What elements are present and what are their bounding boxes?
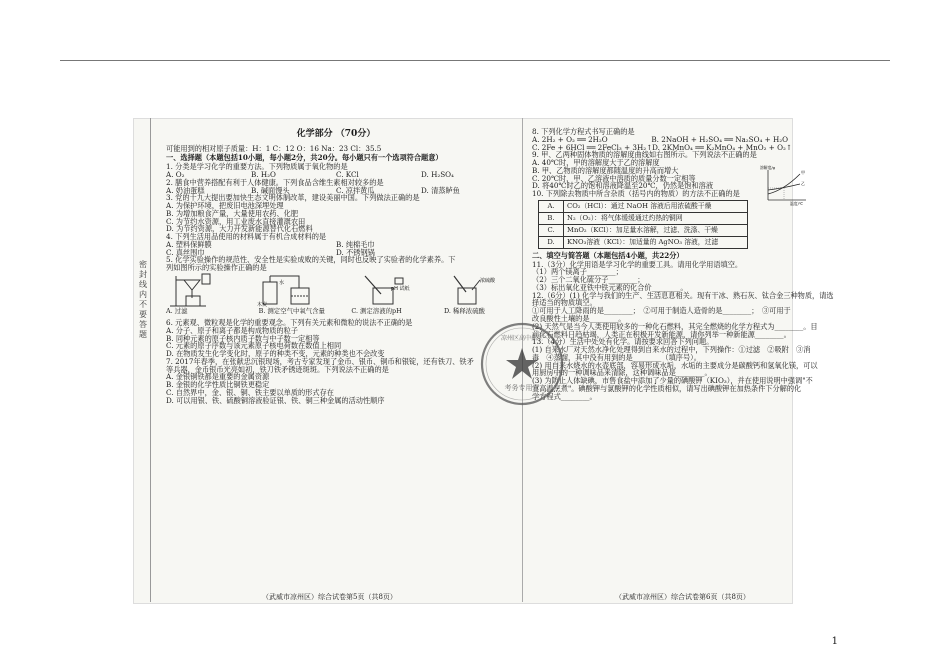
q8-option-c: C. 2Fe + 6HCl ══ 2FeCl₃ + 3H₂↑ <box>532 142 653 152</box>
q5-caption-c: C. 测定溶液的pH <box>351 306 402 315</box>
q4-option-b: B. 纯棉毛巾 <box>336 239 375 249</box>
atomic-masses: 可能用到的相对原子质量：H：1 C：12 O：16 Na：23 Cl：35.5 <box>166 143 382 153</box>
q6-option-d: D. 在物质发生化学变化时，原子的种类不变，元素的种类也不会改变 <box>166 349 385 359</box>
page-number: 1 <box>831 636 838 647</box>
question-12-line1: 12.（6分）(1) 化学与我们的生产、生活息息相关。现有干冰、熟石灰、钛合金三种物质，请选 <box>532 290 834 300</box>
filtration-diagram <box>166 274 228 318</box>
solubility-graph <box>760 166 808 206</box>
q1-option-c: C. KCl <box>336 170 359 180</box>
q2-option-c: C. 凉拌黄瓜 <box>336 185 375 195</box>
table-row <box>539 224 748 236</box>
question-2: 2. 膳食中营养搭配有利于人体健康。下列食品含维生素相对较多的是 <box>166 177 384 187</box>
official-seal-icon <box>478 320 566 408</box>
q7-option-a: A. 金银铜铁都是重要的金属资源 <box>166 372 270 382</box>
q11-part-1: （1）两个镁离子________； <box>532 267 623 277</box>
question-5-line2: 列如图所示的实验操作正确的是 <box>166 263 267 273</box>
q4-option-a: A. 塑料保鲜膜 <box>166 239 212 249</box>
q3-option-a: A. 为保护环境，把废旧电池深埋处理 <box>166 201 284 211</box>
filtration-apparatus-icon <box>166 274 228 308</box>
dilution-beaker-icon <box>444 274 506 308</box>
q5-caption-b: B. 测定空气中氧气含量 <box>258 306 325 315</box>
question-13: 13.（4分）生活中处处有化学。请按要求回答下列问题。 <box>532 337 714 347</box>
q1-option-b: B. H₂O <box>251 170 276 180</box>
section-2-heading: 二、填空与简答题（本题包括4小题，共22分） <box>532 250 684 260</box>
question-13-line3: (2) 用自来水烧水的水壶底部，容易形成水垢，水垢的主要成分是碳酸钙和氢氧化镁，可以 <box>532 360 818 370</box>
q10-key-d: D. <box>539 236 564 248</box>
question-8: 8. 下列化学方程式书写正确的是 <box>532 127 635 136</box>
q1-option-a: A. O₂ <box>166 170 185 180</box>
ph-test-diagram <box>351 274 413 318</box>
q10-value-b: N₂（O₂）：将气体缓缓通过灼热的铜网 <box>564 212 748 224</box>
svg-text:凉州区高中招生: 凉州区高中招生 <box>500 335 544 342</box>
graph-label-jia: 甲 <box>801 170 805 175</box>
question-13-line6: 宜高温烹煮"。碘酸钾与氯酸钾的化学性质相似，请写出碘酸钾在加热条件下分解的化 <box>532 383 802 393</box>
q10-key-b: B. <box>539 212 564 224</box>
q5-caption-a: A. 过滤 <box>166 306 188 315</box>
table-row <box>539 236 748 248</box>
q4-option-d: D. 不锈钢锅 <box>336 247 375 257</box>
chem-section-title: 化学部分 （70分） <box>296 129 376 139</box>
graph-label-yi: 乙 <box>801 181 805 186</box>
question-12-line5: (2) 天然气是当今人类使用较多的一种化石燃料，其完全燃烧的化学方程式为________。目 <box>532 321 818 331</box>
question-6: 6. 元素观、微粒观是化学的重要观念。下列有关元素和微粒的说法不正确的是 <box>166 317 413 327</box>
section-1-heading: 一、选择题（本题包括10小题，每小题2分，共20分。每小题只有一个选项符合题意） <box>166 153 443 163</box>
q2-option-a: A. 奶油蛋糕 <box>166 185 205 195</box>
q5-caption-d: D. 稀释浓硫酸 <box>443 306 485 315</box>
question-7-line2: 等兵器，金币银币光亮如初，铁刀铁矛锈迹斑斑。下列说法不正确的是 <box>166 364 389 374</box>
oxygen-apparatus-icon <box>256 274 321 308</box>
q3-option-b: B. 为增加粮食产量，大量使用农药、化肥 <box>166 208 299 218</box>
question-13-line5: (3) 为防止人体缺碘，市售食盐中添加了少量的碘酸钾（KIO₃），并在使用说明中强调"不 <box>532 376 813 386</box>
q3-option-c: C. 为节约水资源，用工业废水直接灌溉农田 <box>166 216 306 226</box>
q2-option-d: D. 清蒸鲈鱼 <box>421 185 460 195</box>
q9-option-a: A. 40℃时，甲的溶解度大于乙的溶解度 <box>532 158 660 168</box>
q4-option-c: C. 真丝围巾 <box>166 247 205 257</box>
q5-diagrams <box>166 274 506 318</box>
diag-label-acid: 浓硫酸 <box>479 277 495 284</box>
q8-option-d: D. 2KMnO₄ ══ K₂MnO₄ + MnO₂ + O₂↑ <box>652 142 792 152</box>
q11-part-2: （2）三个二氧化硫分子________； <box>532 275 645 285</box>
q8-option-a: A. 2H₂ + O₂ ══ 2H₂O <box>532 134 608 144</box>
question-3: 3. 党的十九大提出要加快生态文明体制改革，建设美丽中国。下列做法正确的是 <box>166 193 420 203</box>
q7-option-d: D. 可以用银、铁、硫酸铜溶液验证银、铁、铜三种金属的活动性顺序 <box>166 395 385 405</box>
question-13-line7: 学方程式________。 <box>532 391 597 401</box>
question-13-line2: 毒 ④蒸馏，其中没有用到的是________（填序号）。 <box>532 352 701 362</box>
q10-value-c: MnO₂（KCl）：加足量水溶解，过滤、洗涤、干燥 <box>564 224 748 236</box>
q2-option-b: B. 碱面馒头 <box>251 185 290 195</box>
table-row <box>539 200 748 212</box>
q9-option-c: C. 20℃时，甲、乙溶液中溶质的质量分数一定相等 <box>532 173 696 183</box>
question-11: 11.（3分）化学用语是学习化学的重要工具。请用化学用语填空。 <box>532 259 743 269</box>
q10-value-d: KNO₃溶液（KCl）：加适量的 AgNO₃ 溶液，过滤 <box>564 236 748 248</box>
question-5-line1: 5. 化学实验操作的规范性、安全性是实验成败的关键，同时也反映了实验者的化学素养。下 <box>166 255 456 265</box>
diag-label-charcoal: 木炭 <box>256 301 267 308</box>
q7-option-c: C. 自然界中，金、银、铜、铁主要以单质的形式存在 <box>166 387 334 397</box>
question-7-line1: 7. 2017年春季，在张献忠沉银现场，考古专家发现了金币、银币、铜币和银锭，还有铁刀、铁矛 <box>166 356 474 366</box>
q10-key-c: C. <box>539 224 564 236</box>
q9-option-b: B. 甲、乙物质的溶解度都随温度的升高而增大 <box>532 165 679 175</box>
q6-option-c: C. 元素的原子序数与该元素原子核电荷数在数值上相同 <box>166 341 342 351</box>
q8-option-b: B. 2NaOH + H₂SO₄ ══ Na₂SO₄ + H₂O <box>651 134 788 144</box>
graph-xlabel: 温度/℃ <box>790 201 804 206</box>
svg-text:考务专用章: 考务专用章 <box>504 384 540 392</box>
question-9: 9. 甲、乙两种固体物质的溶解度曲线如右图所示。下列说法不正确的是 <box>532 150 757 160</box>
left-footer: （武威市凉州区）综合试卷第5页（共8页） <box>262 593 397 601</box>
q3-option-d: D. 为节约资源，大力开发新能源替代化石燃料 <box>166 224 313 234</box>
question-12-line2: 择适当的物质填空。 <box>532 298 597 308</box>
q10-table <box>538 200 748 249</box>
q7-option-b: B. 金银的化学性质比铜铁更稳定 <box>166 380 270 390</box>
binding-margin-label: 密 封 线 内 不 要 答 题 <box>139 260 147 339</box>
table-row <box>539 212 748 224</box>
right-footer: （武威市凉州区）综合试卷第6页（共8页） <box>615 593 750 601</box>
question-13-line1: (1) 自来水厂对天然水净化处理得到自来水的过程中，下列操作：①过滤 ②吸附 ③消 <box>532 345 811 355</box>
header-rule <box>60 60 890 61</box>
question-12-line3: ①可用于人工降雨的是________； ②可用于制造人造骨的是________； ③可用于 <box>532 306 791 316</box>
ph-paper-icon <box>351 274 413 308</box>
dilution-diagram <box>444 274 506 318</box>
binding-line <box>150 118 151 602</box>
q9-option-d: D. 将40℃时乙的饱和溶液降温至20℃，仍然是饱和溶液 <box>532 181 714 191</box>
q6-option-a: A. 分子、原子和离子都是构成物质的粒子 <box>166 325 298 335</box>
question-4: 4. 下列生活用品使用的材料属于有机合成材料的是 <box>166 232 327 242</box>
question-1: 1. 分类是学习化学的重要方法。下列物质属于氧化物的是 <box>166 162 348 172</box>
question-12-line4: 改良酸性土壤的是________。 <box>532 314 626 324</box>
diag-label-ph: pH 试纸 <box>391 285 410 292</box>
q10-value-a: CO₂（HCl）：通过 NaOH 溶液后用浓硫酸干燥 <box>564 200 748 212</box>
question-13-line4: 用厨房中的一种调味品来清除，这种调味品是________。 <box>532 368 712 378</box>
diag-label-water: 水 <box>278 279 284 286</box>
q6-option-b: B. 同种元素的原子核内质子数与中子数一定相等 <box>166 333 320 343</box>
q1-option-d: D. H₂SO₄ <box>421 170 454 180</box>
question-12-line6: 前化石燃料日趋枯竭，人类正在积极开发新能源，请你列举一种新能源________。 <box>532 329 791 339</box>
q11-part-3: （3）标出氧化亚铁中铁元素的化合价________。 <box>532 282 688 292</box>
question-10: 10. 下列除去物质中所含杂质（括号内的物质）的方法不正确的是 <box>532 189 740 199</box>
q10-key-a: A. <box>539 200 564 212</box>
oxygen-test-diagram <box>256 274 325 318</box>
left-page <box>166 128 506 404</box>
graph-ylabel: 溶解度/g <box>760 165 776 170</box>
